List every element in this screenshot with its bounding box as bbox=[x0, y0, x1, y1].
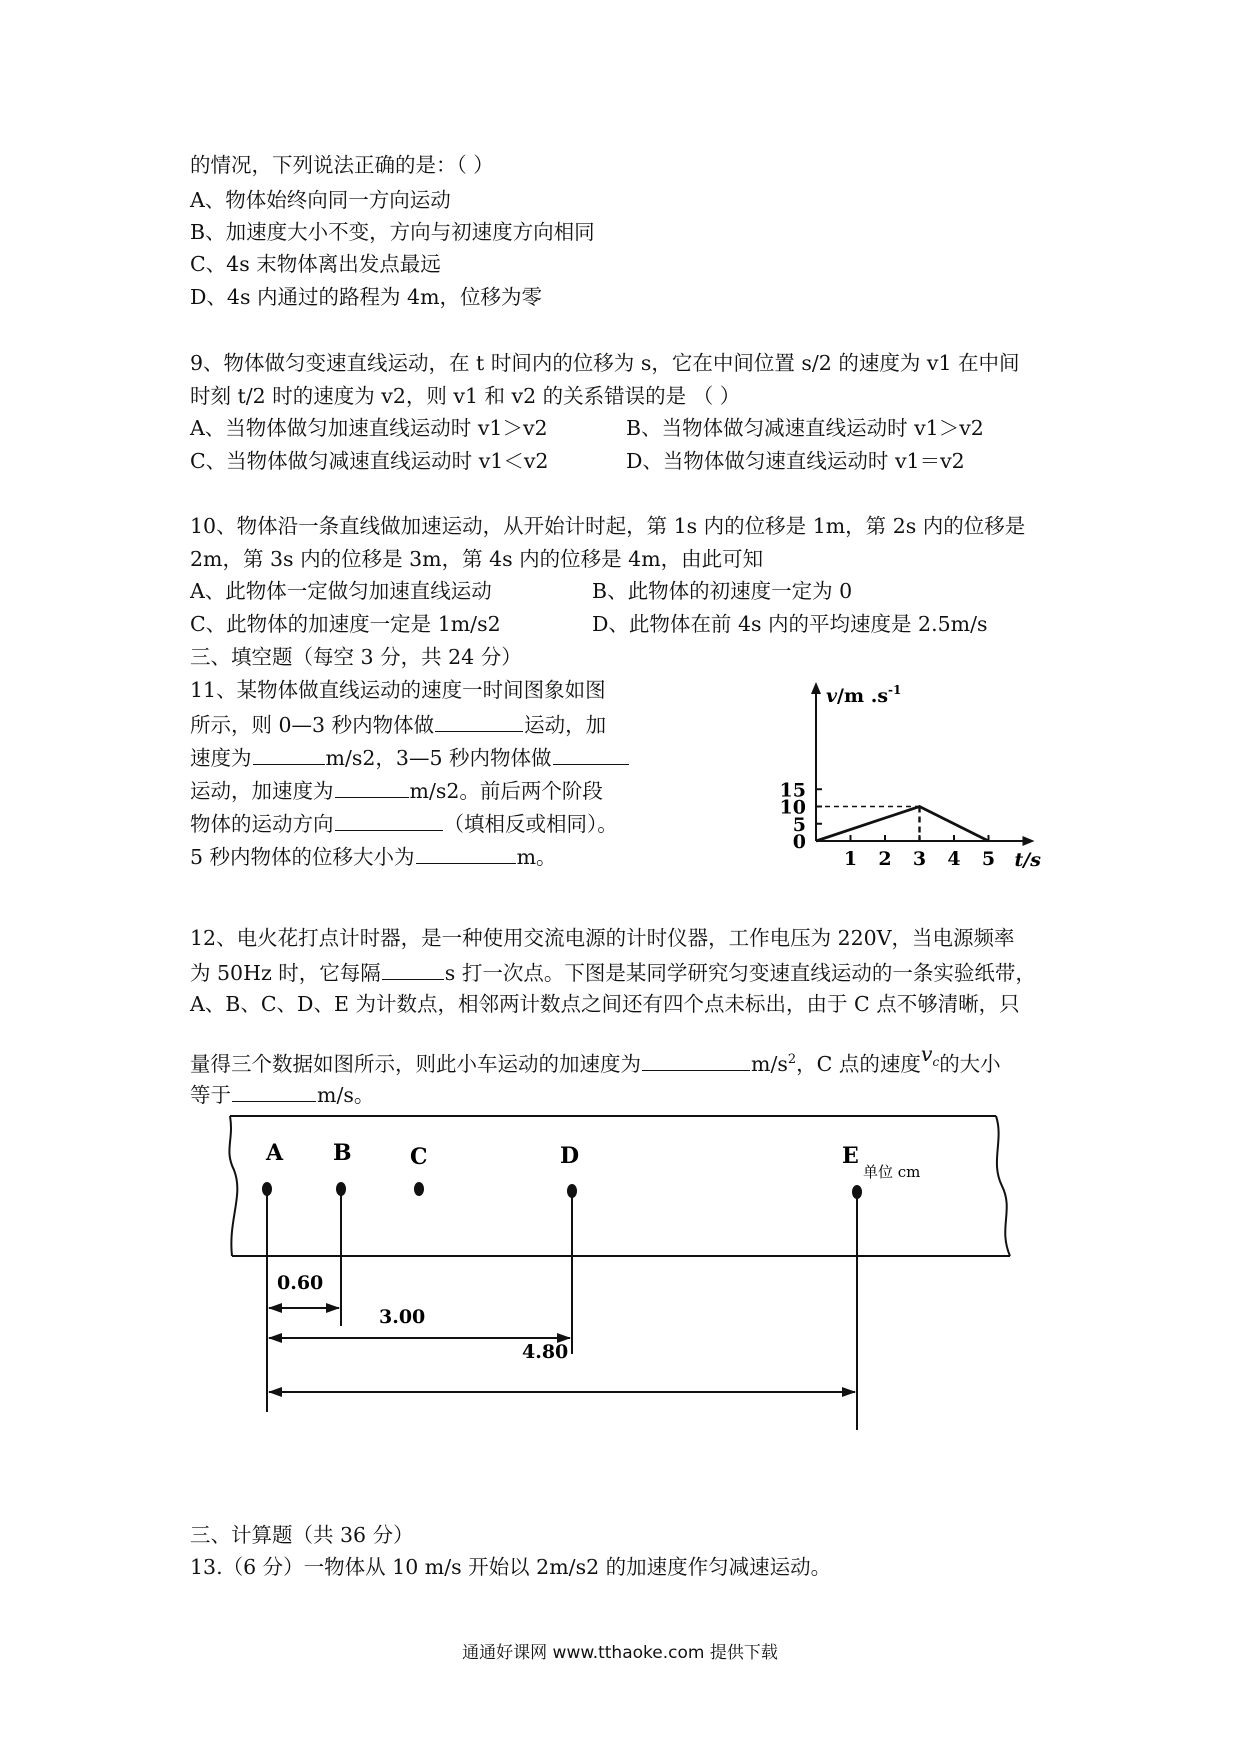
q11-text: m/s2。前后两个阶段 bbox=[409, 779, 603, 803]
answer-blank[interactable] bbox=[416, 841, 516, 864]
dimension-ad-label: 3.00 bbox=[379, 1306, 426, 1328]
q13-line: 13.（6 分）一物体从 10 m/s 开始以 2m/s2 的加速度作匀减速运动。 bbox=[190, 1555, 832, 1579]
answer-blank[interactable] bbox=[335, 775, 409, 798]
q10-option-c: C、此物体的加速度一定是 1m/s2 bbox=[190, 612, 501, 636]
q12-text: ，C 点的速度 bbox=[796, 1051, 921, 1076]
answer-blank[interactable] bbox=[435, 709, 523, 732]
point-c-label: C bbox=[410, 1144, 428, 1170]
q11-text: 速度为 bbox=[190, 746, 252, 770]
q11-text: 运动，加速度为 bbox=[190, 779, 334, 803]
y-axis-arrow bbox=[811, 682, 821, 694]
q11-text: 所示，则 0—3 秒内物体做 bbox=[190, 713, 435, 737]
answer-blank[interactable] bbox=[335, 808, 443, 831]
q10-option-a: A、此物体一定做匀加速直线运动 bbox=[190, 579, 492, 603]
chart-series bbox=[816, 807, 989, 842]
point-b-label: B bbox=[333, 1140, 352, 1166]
section-calc-title: 三、计算题（共 36 分） bbox=[190, 1523, 414, 1547]
q10-line-1: 10、物体沿一条直线做加速运动，从开始计时起，第 1s 内的位移是 1m，第 2s 内的位移是 bbox=[190, 514, 1026, 538]
unit-label: 单位 cm bbox=[863, 1163, 921, 1181]
q11-text: m/s2，3—5 秒内物体做 bbox=[325, 746, 552, 770]
answer-blank[interactable] bbox=[553, 742, 629, 765]
x-axis-label: t/s bbox=[1014, 849, 1041, 871]
q12-line-1: 12、电火花打点计时器，是一种使用交流电源的计时仪器，工作电压为 220V，当电源频率 bbox=[190, 926, 1015, 950]
point-e-label: E bbox=[842, 1143, 859, 1169]
q11-line-2 bbox=[190, 709, 606, 739]
q12-text: m/s。 bbox=[317, 1083, 375, 1107]
q9-option-c: C、当物体做匀减速直线运动时 v1＜v2 bbox=[190, 449, 549, 473]
velocity-time-chart bbox=[780, 680, 1080, 880]
x-tick-label: 2 bbox=[878, 848, 892, 870]
y-tick-label: 15 bbox=[780, 779, 806, 802]
q11-text: 物体的运动方向 bbox=[190, 812, 334, 836]
q8-option-d: D、4s 内通过的路程为 4m，位移为零 bbox=[190, 285, 543, 309]
q8-option-c: C、4s 末物体离出发点最远 bbox=[190, 252, 441, 276]
x-tick-label: 4 bbox=[947, 848, 961, 870]
q12-text: s 打一次点。下图是某同学研究匀变速直线运动的一条实验纸带， bbox=[444, 961, 1036, 985]
q11-text: 5 秒内物体的位移大小为 bbox=[190, 845, 415, 869]
velocity-series-line bbox=[816, 807, 989, 842]
q8-option-a: A、物体始终向同一方向运动 bbox=[190, 188, 451, 212]
q12-text: 的大小 bbox=[939, 1051, 1001, 1076]
q12-text: 量得三个数据如图所示，则此小车运动的加速度为 bbox=[190, 1051, 641, 1076]
vc-v: v bbox=[920, 1041, 933, 1066]
point-d-label: D bbox=[560, 1143, 580, 1169]
q12-text: 为 50Hz 时，它每隔 bbox=[190, 961, 381, 985]
q11-text: m。 bbox=[516, 845, 557, 869]
q10-line-2: 2m，第 3s 内的位移是 3m，第 4s 内的位移是 4m，由此可知 bbox=[190, 547, 764, 571]
paper-tape-figure bbox=[220, 1100, 1020, 1430]
q9-option-d: D、当物体做匀速直线运动时 v1＝v2 bbox=[626, 449, 965, 473]
x-tick-label: 3 bbox=[912, 848, 927, 870]
chart-labels bbox=[780, 683, 1041, 871]
q8-stem-tail: 的情况，下列说法正确的是：（ ） bbox=[190, 153, 494, 177]
x-axis-arrow bbox=[1023, 836, 1035, 846]
q8-option-b: B、加速度大小不变，方向与初速度方向相同 bbox=[190, 220, 595, 244]
superscript: 2 bbox=[787, 1052, 797, 1067]
dimension-ab-label: 0.60 bbox=[277, 1272, 324, 1294]
q10-option-d: D、此物体在前 4s 内的平均速度是 2.5m/s bbox=[592, 612, 988, 636]
q11-line-1: 11、某物体做直线运动的速度一时间图象如图 bbox=[190, 678, 606, 702]
vc-symbol bbox=[920, 1041, 940, 1069]
tape-left-tear bbox=[229, 1116, 237, 1256]
page-footer: 通通好课网 www.tthaoke.com 提供下载 bbox=[462, 1643, 778, 1663]
point-a-label: A bbox=[266, 1140, 284, 1166]
q11-line-6 bbox=[190, 841, 557, 871]
q9-line-2: 时刻 t/2 时的速度为 v2，则 v1 和 v2 的关系错误的是 （ ） bbox=[190, 384, 741, 408]
q12-text: 等于 bbox=[190, 1083, 231, 1107]
section-fill-in-title: 三、填空题（每空 3 分，共 24 分） bbox=[190, 645, 522, 669]
q12-line-3: A、B、C、D、E 为计数点，相邻两计数点之间还有四个点未标出，由于 C 点不够清晰，只 bbox=[190, 992, 1020, 1016]
q12-line-2 bbox=[190, 957, 1036, 987]
answer-blank[interactable] bbox=[253, 742, 325, 765]
tape-right-tear bbox=[996, 1116, 1010, 1256]
y-tick-label: 5 bbox=[792, 813, 806, 836]
x-tick-label: 5 bbox=[981, 848, 996, 870]
x-tick-label: 1 bbox=[843, 848, 858, 870]
q11-text: 运动，加 bbox=[524, 713, 607, 737]
q10-option-b: B、此物体的初速度一定为 0 bbox=[592, 579, 853, 603]
answer-blank[interactable] bbox=[382, 957, 444, 980]
q11-line-5 bbox=[190, 808, 618, 838]
q11-line-3 bbox=[190, 742, 630, 772]
q9-option-a: A、当物体做匀加速直线运动时 v1＞v2 bbox=[190, 416, 548, 440]
answer-blank[interactable] bbox=[232, 1079, 316, 1102]
q11-line-4 bbox=[190, 775, 603, 805]
q11-text: （填相反或相同）。 bbox=[443, 812, 618, 836]
y-tick-label: 10 bbox=[780, 796, 806, 819]
dimension-ae-label: 4.80 bbox=[522, 1341, 569, 1363]
vc-subscript: c bbox=[932, 1054, 940, 1069]
q9-option-b: B、当物体做匀减速直线运动时 v1＞v2 bbox=[626, 416, 984, 440]
point-c-dot bbox=[414, 1182, 424, 1196]
q12-text: m/s bbox=[751, 1051, 788, 1076]
q9-line-1: 9、物体做匀变速直线运动，在 t 时间内的位移为 s，它在中间位置 s/2 的速度为 v1 在中间 bbox=[190, 351, 1020, 375]
answer-blank[interactable] bbox=[642, 1048, 750, 1071]
y-axis-label: v/m $.s^{-1}$ bbox=[826, 683, 902, 707]
origin-label: 0 bbox=[792, 831, 806, 853]
